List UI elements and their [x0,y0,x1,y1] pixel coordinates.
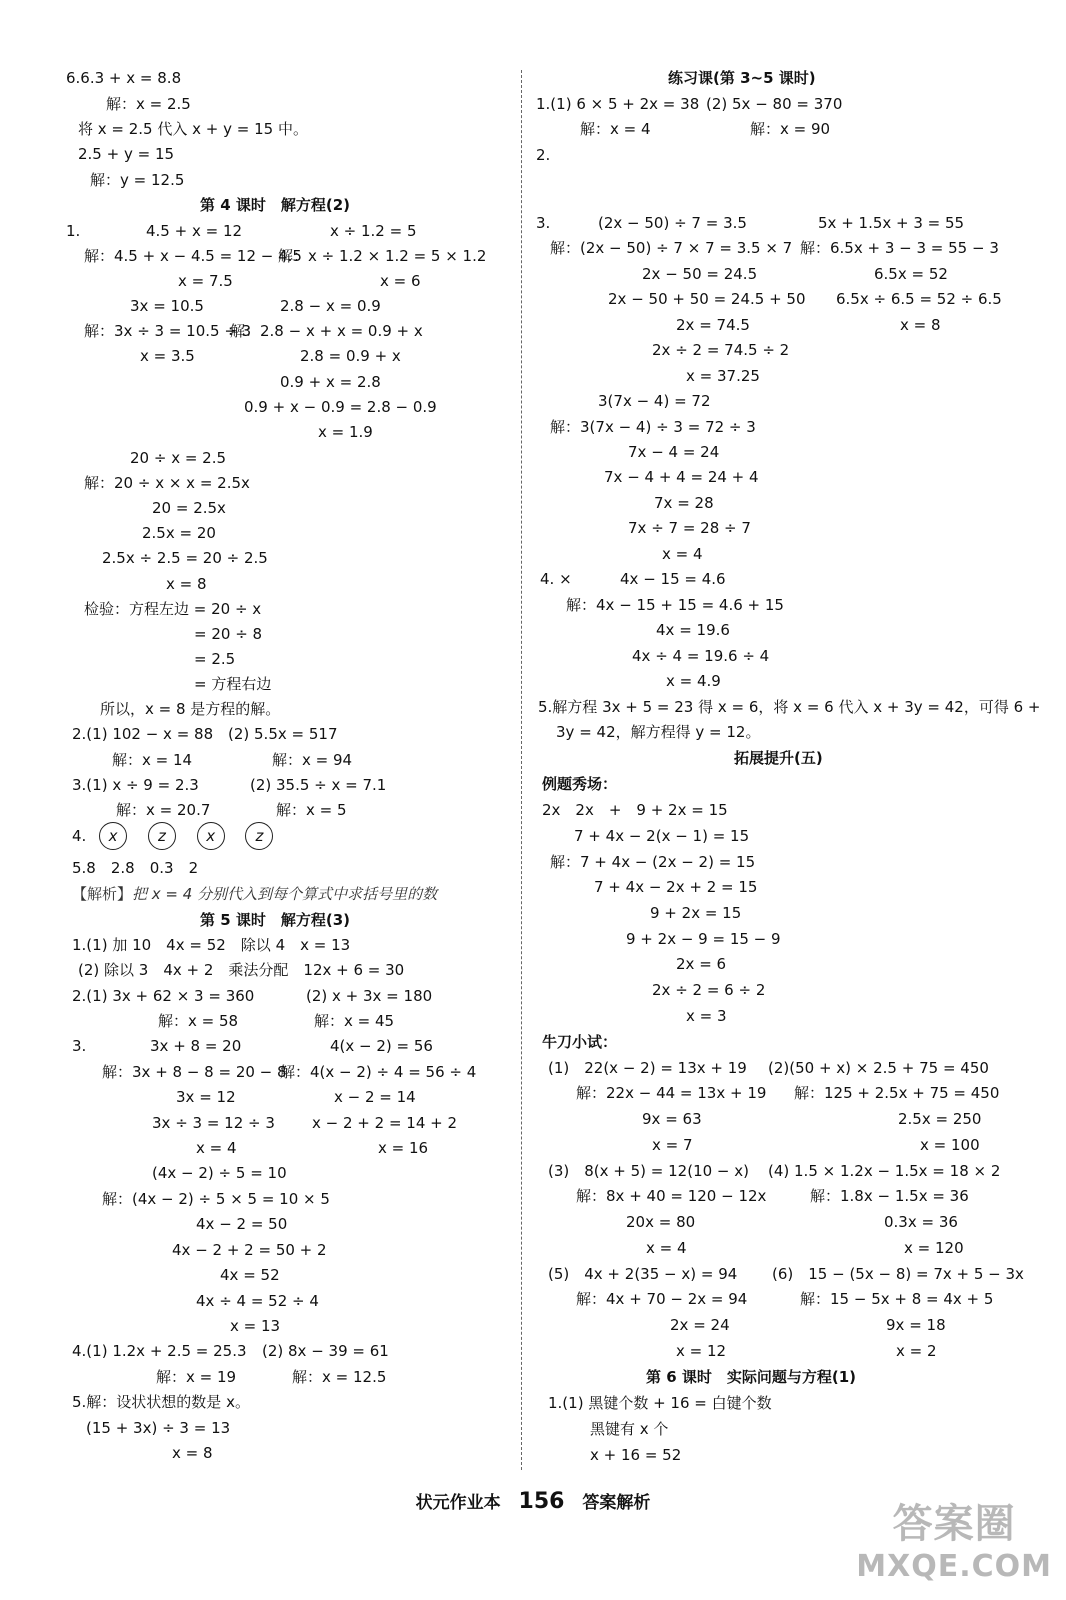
answer-line: 3. [536,214,551,232]
answer-line: (15 + 3x) ÷ 3 = 13 [86,1419,231,1437]
watermark [856,1492,1052,1584]
answer-line: x = 8 [900,316,941,334]
answer-line: 解：x = 45 [314,1012,395,1030]
answer-line: 20 ÷ x = 2.5 [130,449,227,467]
answer-line: 3(7x − 4) = 72 [598,392,711,410]
answer-line: 4x − 15 = 4.6 [620,570,726,588]
answer-line: 2.8 = 0.9 + x [300,347,401,365]
answer-line: x = 4 [662,545,703,563]
answer-line: 2.(1) 102 − x = 88 [72,725,214,743]
answer-line: 3x = 12 [176,1088,236,1106]
answer-line: 解：x = 12.5 [292,1368,387,1386]
analysis-tag: 【解析】 [72,885,133,903]
answer-line: x = 6 [380,272,421,290]
answer-line: 解：15 − 5x + 8 = 4x + 5 [800,1290,994,1308]
answer-line: x − 2 = 14 [334,1088,416,1106]
answer-line: x = 2 [896,1342,937,1360]
answer-line: 1.(1) 6 × 5 + 2x = 38 [536,95,700,113]
answer-line: 0.3x = 36 [884,1213,958,1231]
answer-circle: x [99,822,127,850]
answer-line: 解：7 + 4x − (2x − 2) = 15 [550,853,756,871]
answer-line: 20 = 2.5x [152,499,226,517]
answer-line: x = 7 [652,1136,693,1154]
answer-line: 7x = 28 [654,494,714,512]
answer-line: x = 1.9 [318,423,373,441]
answer-line: 2. [536,146,551,164]
footer-book-title: 状元作业本 [415,1493,501,1513]
answer-line: 解：x = 14 [112,751,193,769]
answer-line: 5x + 1.5x + 3 = 55 [818,214,965,232]
answer-line: 6.5x ÷ 6.5 = 52 ÷ 6.5 [836,290,1002,308]
answer-line: 3y = 42，解方程得 y = 12。 [556,723,761,741]
answer-line: x = 3.5 [140,347,195,365]
answer-line: 解：x = 94 [272,751,353,769]
answer-line: 2.5 + y = 15 [78,145,175,163]
answer-line: x = 100 [920,1136,980,1154]
answer-line: 2.(1) 3x + 62 × 3 = 360 [72,987,255,1005]
column-divider [521,70,522,1470]
section-heading: 第 4 课时 解方程(2) [200,196,351,214]
answer-line: x = 4.9 [666,672,721,690]
answer-line: = 20 ÷ 8 [194,625,263,643]
answer-line: 2x = 74.5 [676,316,750,334]
answer-line: x = 12 [676,1342,727,1360]
answer-line: 6.6.3 + x = 8.8 [66,69,182,87]
answer-line: x = 8 [166,575,207,593]
answer-line: 2x ÷ 2 = 6 ÷ 2 [652,981,766,999]
answer-line: (2) 除以 3 4x + 2 乘法分配 12x + 6 = 30 [78,961,405,979]
answer-line: (2) x + 3x = 180 [306,987,433,1005]
answer-line: 4(x − 2) = 56 [330,1037,433,1055]
answer-line: 3.(1) x ÷ 9 = 2.3 [72,776,199,794]
answer-line: 解：(2x − 50) ÷ 7 × 7 = 3.5 × 7 [550,239,793,257]
answer-line: x = 3 [686,1007,727,1025]
answer-line: 解：1.8x − 1.5x = 36 [810,1187,969,1205]
answer-line: x = 7.5 [178,272,233,290]
answer-line: 3x = 10.5 [130,297,204,315]
answer-line: 7x − 4 = 24 [628,443,720,461]
answer-line: 2.8 − x = 0.9 [280,297,381,315]
answer-line: x ÷ 1.2 = 5 [330,222,417,240]
answer-line: 解：x = 19 [156,1368,237,1386]
answer-line: 2x 2x + 9 + 2x = 15 [542,801,728,819]
answer-line: 9x = 18 [886,1316,946,1334]
answer-line: (3) 8(x + 5) = 12(10 − x) [548,1162,749,1180]
answer-line: 解：4x + 70 − 2x = 94 [576,1290,748,1308]
answer-line: (2) 35.5 ÷ x = 7.1 [250,776,387,794]
analysis-note [72,884,437,904]
answer-line: 解：4(x − 2) ÷ 4 = 56 ÷ 4 [280,1063,477,1081]
answer-line: 3x + 8 = 20 [150,1037,242,1055]
answer-line: 解：22x − 44 = 13x + 19 [576,1084,767,1102]
answer-line: 2x − 50 + 50 = 24.5 + 50 [608,290,806,308]
footer-section-title: 答案解析 [582,1493,651,1513]
page-number: 156 [518,1489,565,1514]
answer-line: x = 120 [904,1239,964,1257]
answer-line: 9 + 2x − 9 = 15 − 9 [626,930,781,948]
answer-line: 解：y = 12.5 [90,171,185,189]
answer-line: 2x = 24 [670,1316,730,1334]
answer-line: 2x = 6 [676,955,727,973]
answer-line: 解：x = 20.7 [116,801,211,819]
answer-line: 解：3x + 8 − 8 = 20 − 8 [102,1063,287,1081]
answer-line: 20x = 80 [626,1213,696,1231]
answer-line: x − 2 + 2 = 14 + 2 [312,1114,458,1132]
answer-line: = 2.5 [194,650,236,668]
answer-line: 解：x = 4 [580,120,651,138]
answer-line: (5) 4x + 2(35 − x) = 94 [548,1265,738,1283]
answer-line: 5.8 2.8 0.3 2 [72,859,199,877]
answer-line: 9 + 2x = 15 [650,904,742,922]
answer-line: 3x ÷ 3 = 12 ÷ 3 [152,1114,275,1132]
section-heading: 练习课(第 3~5 课时) [668,69,816,87]
answer-line: 3. [72,1037,87,1055]
answer-line: 6.5x = 52 [874,265,948,283]
answer-line: (4) 1.5 × 1.2x − 1.5x = 18 × 2 [768,1162,1001,1180]
answer-line: 4x ÷ 4 = 19.6 ÷ 4 [632,647,770,665]
answer-line: = 方程右边 [194,675,272,693]
answer-line: 1. [66,222,81,240]
answer-line: 4x = 52 [220,1266,280,1284]
answer-circle: z [148,822,176,850]
answer-line: 检验：方程左边 = 20 ÷ x [84,600,262,618]
answer-line: 将 x = 2.5 代入 x + y = 15 中。 [78,120,308,138]
answer-line: 解：3(7x − 4) ÷ 3 = 72 ÷ 3 [550,418,756,436]
answer-line: 4x = 19.6 [656,621,730,639]
answer-line: x = 4 [196,1139,237,1157]
answer-line: 4.5 + x = 12 [146,222,243,240]
answer-line: 解：x = 58 [158,1012,239,1030]
answer-line: (1) 22(x − 2) = 13x + 19 [548,1059,747,1077]
answer-line: 所以，x = 8 是方程的解。 [100,700,281,718]
answer-line: x = 4 [646,1239,687,1257]
section-heading: 拓展提升(五) [734,749,823,767]
answer-line: x + 16 = 52 [590,1446,682,1464]
section-heading: 第 5 课时 解方程(3) [200,911,351,929]
answer-line: 5.解：设状状想的数是 x。 [72,1393,250,1411]
answer-line: 2.5x ÷ 2.5 = 20 ÷ 2.5 [102,549,268,567]
watermark-logo: 答案圈 [892,1501,1016,1547]
answer-line: (2) 8x − 39 = 61 [262,1342,389,1360]
answer-line: (4x − 2) ÷ 5 = 10 [152,1164,287,1182]
analysis-text: 把 x = 4 分别代入到每个算式中求括号里的数 [132,885,438,903]
answer-line: 5.解方程 3x + 5 = 23 得 x = 6，将 x = 6 代入 x + 3y = 42，可得 6 + [538,698,1041,716]
answer-line: x = 16 [378,1139,429,1157]
answer-line: x = 37.25 [686,367,760,385]
answer-line: (2) 5.5x = 517 [228,725,338,743]
answer-line: 2x ÷ 2 = 74.5 ÷ 2 [652,341,790,359]
circle-answers: 4. x z x z [72,822,289,850]
answer-line: 解：(4x − 2) ÷ 5 × 5 = 10 × 5 [102,1190,330,1208]
answer-line: 解：6.5x + 3 − 3 = 55 − 3 [800,239,999,257]
answer-line: x = 8 [172,1444,213,1462]
answer-line: x = 13 [230,1317,281,1335]
answer-line: 解：x = 90 [750,120,831,138]
answer-line: 4x − 2 + 2 = 50 + 2 [172,1241,327,1259]
answer-line: 9x = 63 [642,1110,702,1128]
answer-line: 0.9 + x − 0.9 = 2.8 − 0.9 [244,398,437,416]
answer-line: (6) 15 − (5x − 8) = 7x + 5 − 3x [772,1265,1024,1283]
answer-line: 解：3x ÷ 3 = 10.5 ÷ 3 [84,322,252,340]
answer-line: 0.9 + x = 2.8 [280,373,381,391]
section-heading: 例题秀场： [542,775,618,793]
answer-line: 4x ÷ 4 = 52 ÷ 4 [196,1292,319,1310]
answer-line: 1.(1) 黑键个数 + 16 = 白键个数 [548,1394,772,1412]
answer-line: 解：4.5 + x − 4.5 = 12 − 4.5 [84,247,302,265]
answer-line: 2.5x = 20 [142,524,216,542]
answer-line: (2) 5x − 80 = 370 [706,95,843,113]
answer-line: 4x − 2 = 50 [196,1215,288,1233]
watermark-text: MXQE.COM [856,1549,1052,1584]
section-heading: 第 6 课时 实际问题与方程(1) [646,1368,857,1386]
answer-line: 解：4x − 15 + 15 = 4.6 + 15 [566,596,784,614]
answer-line: 解：8x + 40 = 120 − 12x [576,1187,767,1205]
answer-line: 黑键有 x 个 [590,1420,669,1438]
answer-line: 解：x = 5 [276,801,347,819]
answer-line: 4.(1) 1.2x + 2.5 = 25.3 [72,1342,247,1360]
answer-line: 1.(1) 加 10 4x = 52 除以 4 x = 13 [72,936,351,954]
answer-line: 7x − 4 + 4 = 24 + 4 [604,468,759,486]
answer-circle: z [245,822,273,850]
answer-line: 7x ÷ 7 = 28 ÷ 7 [628,519,751,537]
answer-line: 解：20 ÷ x × x = 2.5x [84,474,250,492]
section-heading: 牛刀小试： [542,1033,618,1051]
answer-line: 2.5x = 250 [898,1110,982,1128]
answer-line: (2)(50 + x) × 2.5 + 75 = 450 [768,1059,989,1077]
answer-line: 4. × [540,570,572,588]
answer-line: 解：2.8 − x + x = 0.9 + x [230,322,423,340]
answer-line: 7 + 4x − 2x + 2 = 15 [594,878,758,896]
answer-line: (2x − 50) ÷ 7 = 3.5 [598,214,747,232]
answer-line: 解：x = 2.5 [106,95,191,113]
answer-line: 7 + 4x − 2(x − 1) = 15 [574,827,750,845]
answer-line: 解：125 + 2.5x + 75 = 450 [794,1084,1000,1102]
answer-line: 2x − 50 = 24.5 [642,265,758,283]
answer-line: 解：x ÷ 1.2 × 1.2 = 5 × 1.2 [278,247,487,265]
answer-circle: x [197,822,225,850]
